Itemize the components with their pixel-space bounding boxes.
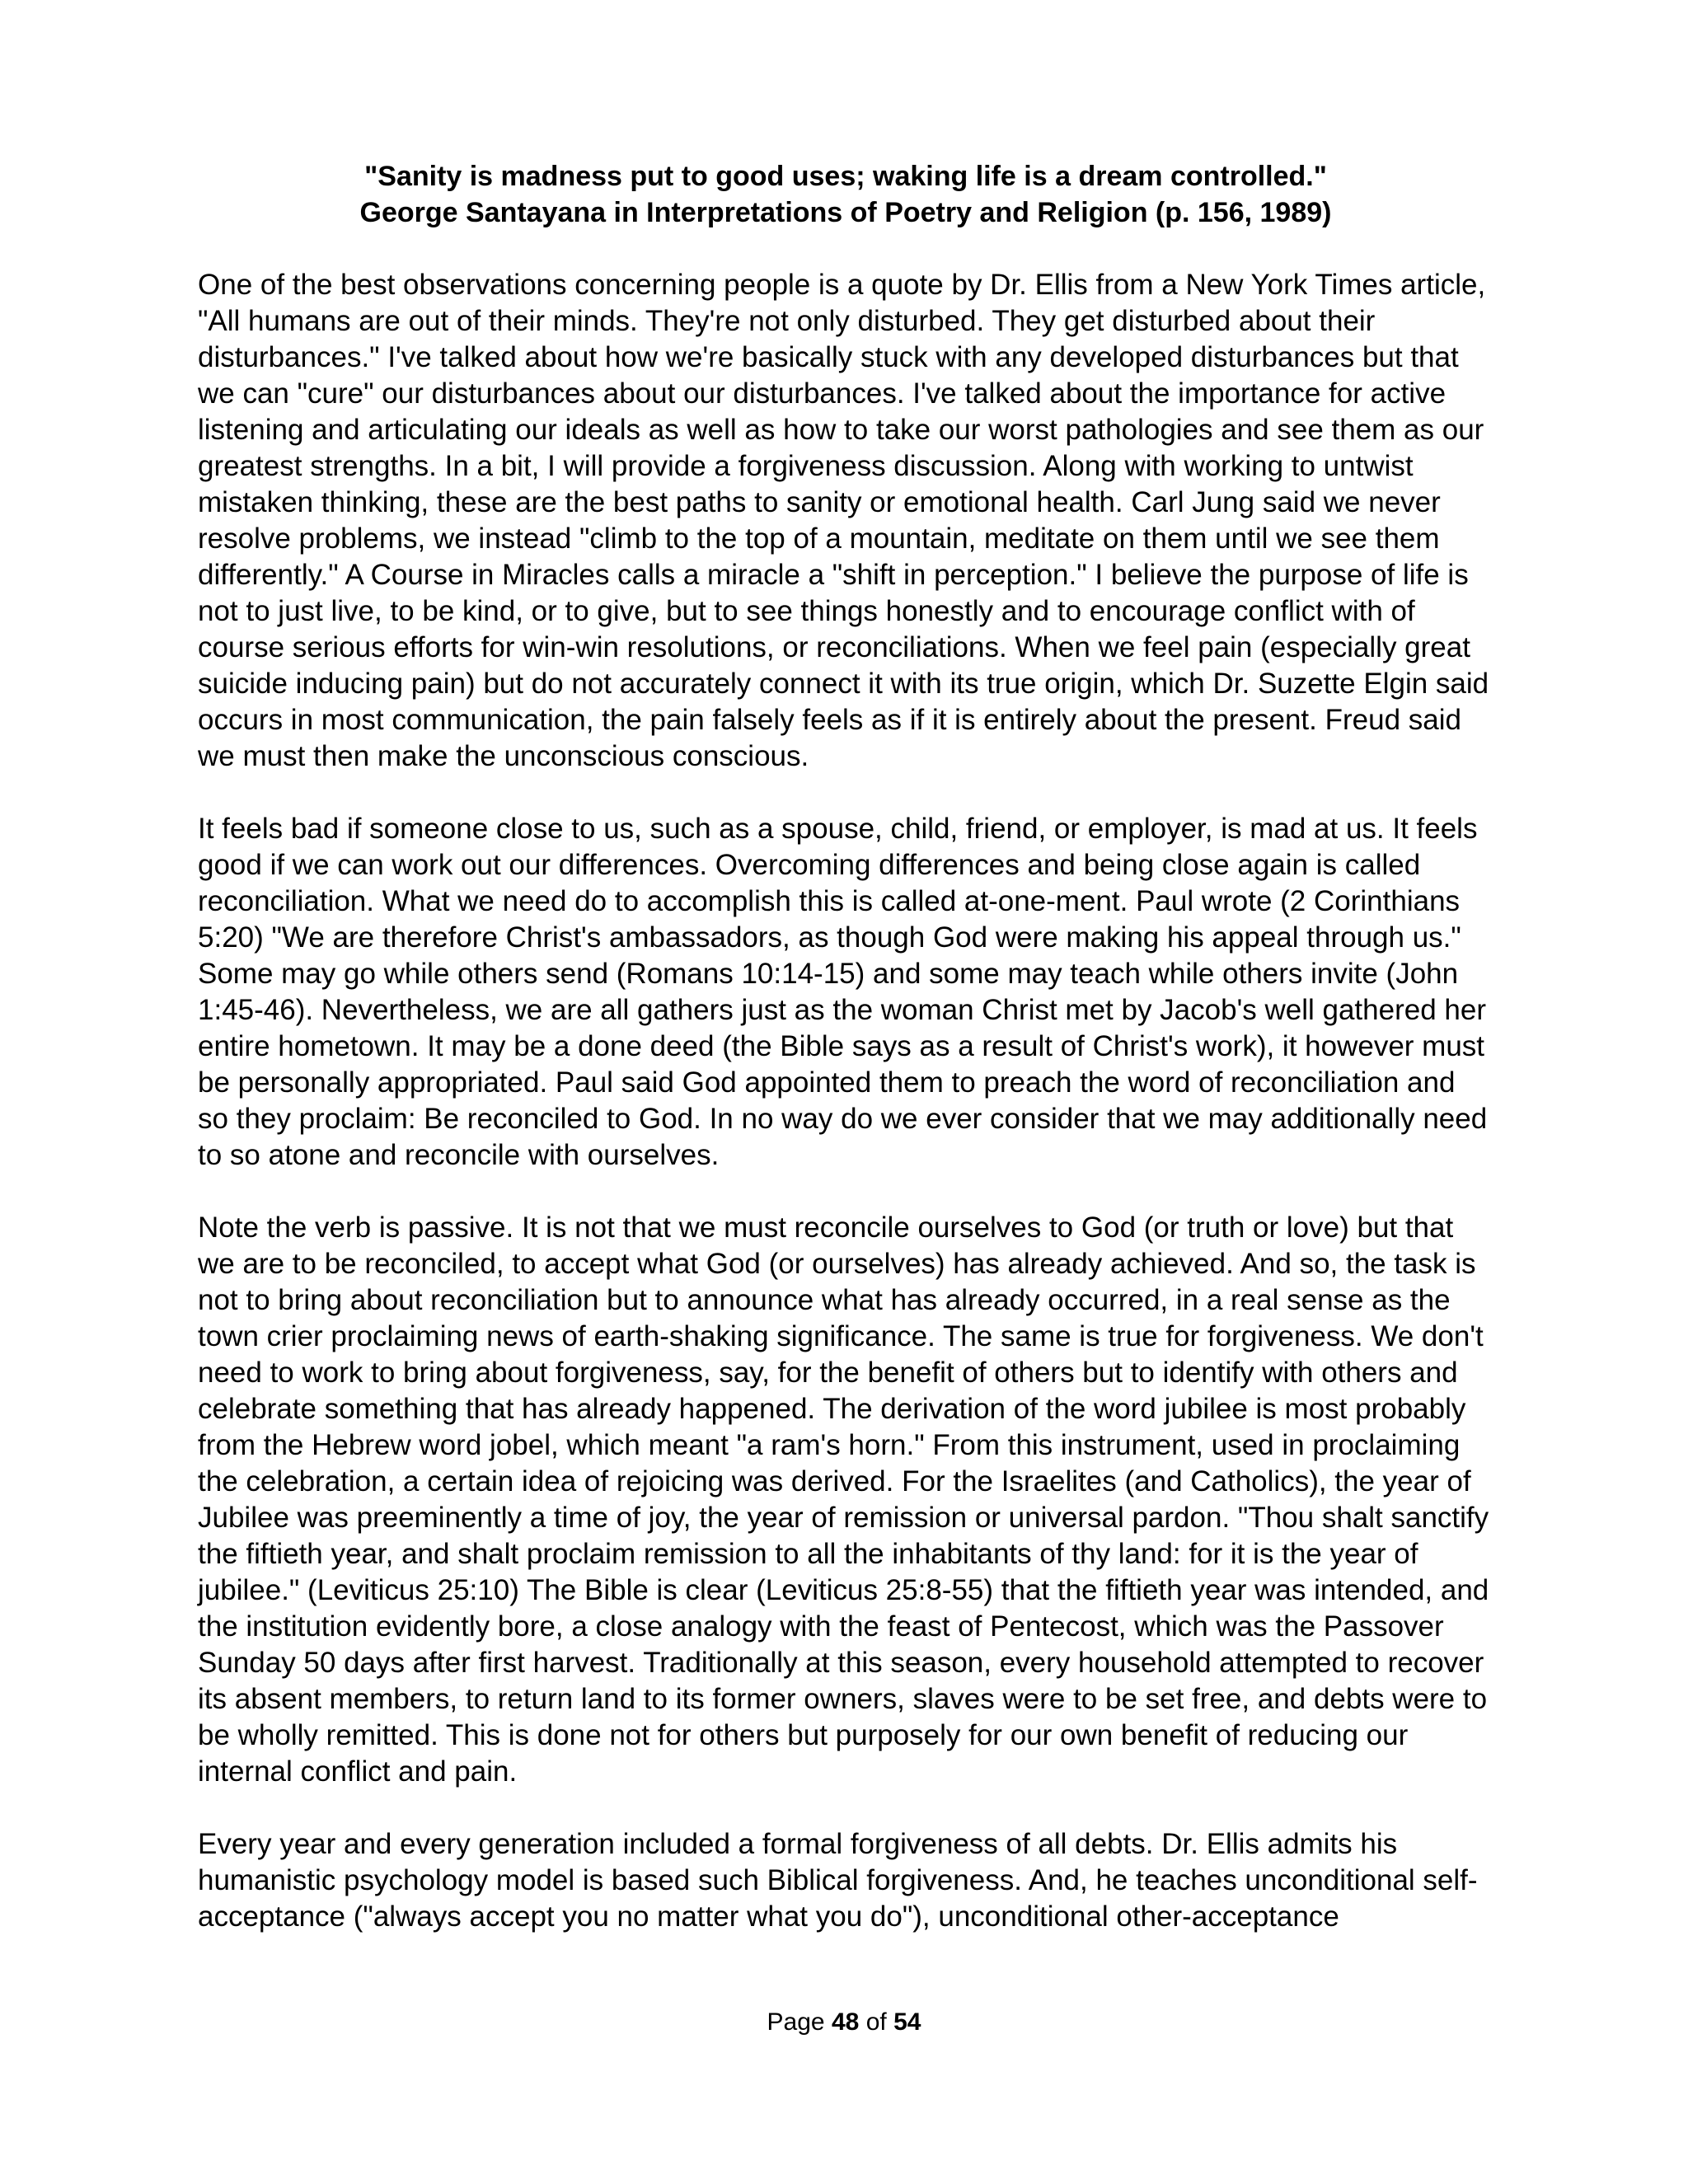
epigraph-line-attribution: George Santayana in Interpretations of Poetry and Religion (p. 156, 1989) bbox=[359, 197, 1332, 228]
body-text bbox=[198, 267, 1493, 1935]
page-footer bbox=[0, 2006, 1688, 2039]
epigraph-line-quote: "Sanity is madness put to good uses; waking life is a dream controlled." bbox=[364, 161, 1327, 192]
epigraph-quote bbox=[198, 158, 1493, 231]
footer-page-word: Page bbox=[767, 2008, 825, 2036]
document-page bbox=[198, 158, 1493, 1935]
paragraph-3: Note the verb is passive. It is not that we must reconcile ourselves to God (or truth or love) but that we are to be reconciled, to accept what God (or ourselves) has already achieved. And so, the task is not to bring about reconciliation but to announce what has already occurred, in a real sense as the town crier proclaiming news of earth-shaking significance. The same is true for forgiveness. We don't need to work to bring about forgiveness, say, for the benefit of others but to identify with others and celebrate something that has already happened. The derivation of the word jubilee is most probably from the Hebrew word jobel, which meant "a ram's horn." From this instrument, used in proclaiming the celebration, a certain idea of rejoicing was derived. For the Israelites (and Catholics), the year of Jubilee was preeminently a time of joy, the year of remission or universal pardon. "Thou shalt sanctify the fiftieth year, and shalt proclaim remission to all the inhabitants of thy land: for it is the year of jubilee." (Leviticus 25:10) The Bible is clear (Leviticus 25:8-55) that the fiftieth year was intended, and the institution evidently bore, a close analogy with the feast of Pentecost, which was the Passover Sunday 50 days after first harvest. Traditionally at this season, every household attempted to recover its absent members, to return land to its former owners, slaves were to be set free, and debts were to be wholly remitted. This is done not for others but purposely for our own benefit of reducing our internal conflict and pain. bbox=[198, 1212, 1489, 1788]
paragraph-4: Every year and every generation included a formal forgiveness of all debts. Dr. Ellis admits his humanistic psychology model is based such Biblical forgiveness. And, he teaches unconditional self-acceptance ("always accept you no matter what you do"), unconditional other-acceptance bbox=[198, 1828, 1478, 1933]
paragraph-2: It feels bad if someone close to us, such as a spouse, child, friend, or employer, is mad at us. It feels good if we can work out our differences. Overcoming differences and being close again is called reconciliation. What we need do to accomplish this is called at-one-ment. Paul wrote (2 Corinthians 5:20) "We are therefore Christ's ambassadors, as though God were making his appeal through us." Some may go while others send (Romans 10:14-15) and some may teach while others invite (John 1:45-46). Nevertheless, we are all gathers just as the woman Christ met by Jacob's well gathered her entire hometown. It may be a done deed (the Bible says as a result of Christ's work), it however must be personally appropriated. Paul said God appointed them to preach the word of reconciliation and so they proclaim: Be reconciled to God. In no way do we ever consider that we may additionally need to so atone and reconcile with ourselves. bbox=[198, 813, 1488, 1171]
footer-total-pages: 54 bbox=[893, 2008, 921, 2036]
paragraph-1: One of the best observations concerning people is a quote by Dr. Ellis from a New York Times article, "All humans are out of their minds. They're not only disturbed. They get disturbed about their disturbances." I've talked about how we're basically stuck with any developed disturbances but that we can "cure" our disturbances about our disturbances. I've talked about the importance for active listening and articulating our ideals as well as how to take our worst pathologies and see them as our greatest strengths. In a bit, I will provide a forgiveness discussion. Along with working to untwist mistaken thinking, these are the best paths to sanity or emotional health. Carl Jung said we never resolve problems, we instead "climb to the top of a mountain, meditate on them until we see them differently." A Course in Miracles calls a miracle a "shift in perception." I believe the purpose of life is not to just live, to be kind, or to give, but to see things honestly and to encourage conflict with of course serious efforts for win-win resolutions, or reconciliations. When we feel pain (especially great suicide inducing pain) but do not accurately connect it with its true origin, which Dr. Suzette Elgin said occurs in most communication, the pain falsely feels as if it is entirely about the present. Freud said we must then make the unconscious conscious. bbox=[198, 269, 1489, 772]
footer-current-page: 48 bbox=[831, 2008, 860, 2036]
footer-of-word: of bbox=[865, 2008, 887, 2036]
